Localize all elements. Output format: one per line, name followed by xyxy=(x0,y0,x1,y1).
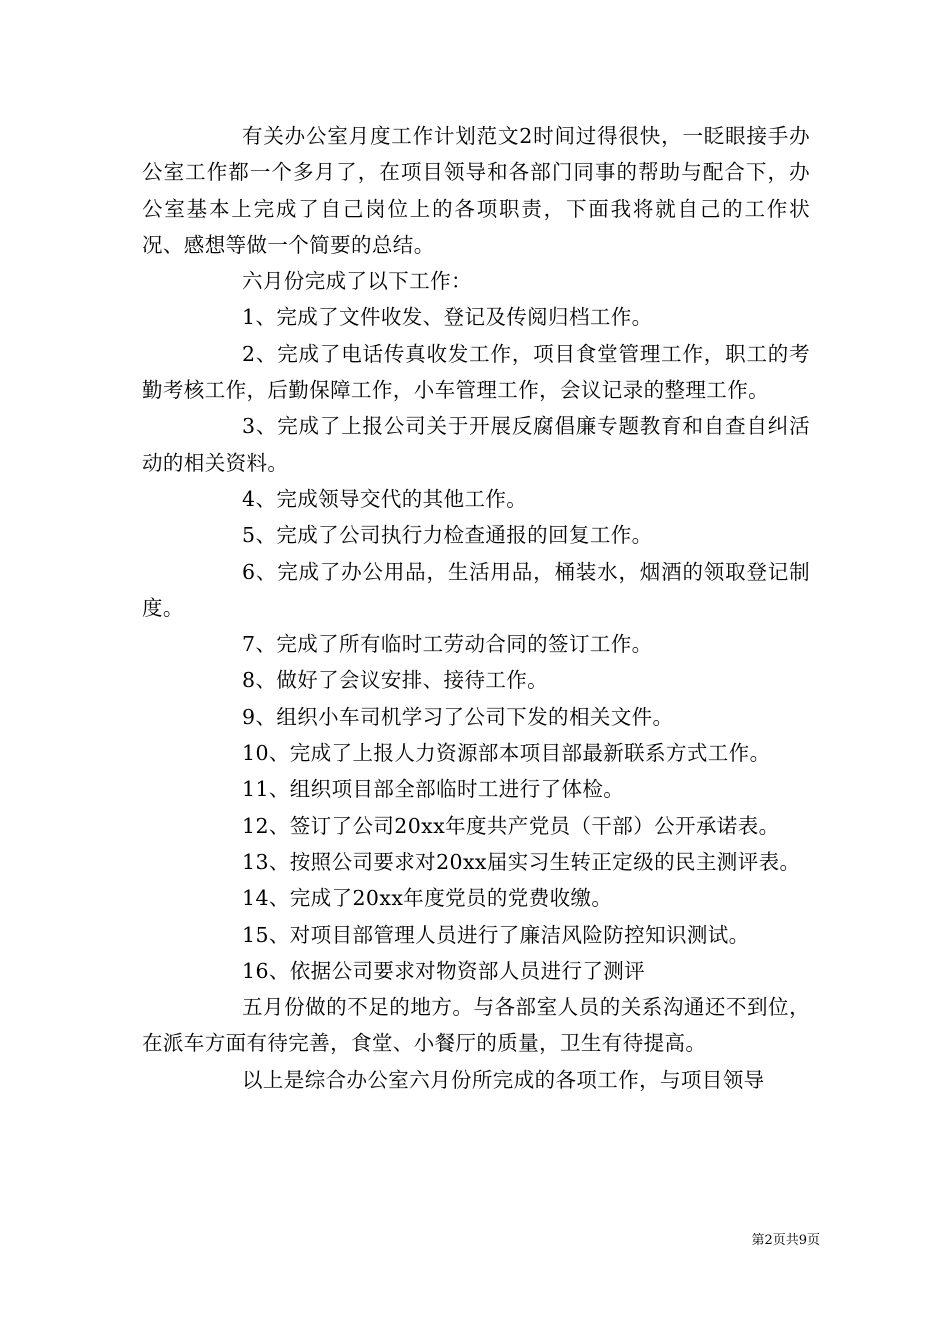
document-body xyxy=(142,118,810,1098)
list-item: 15、对项目部管理人员进行了廉洁风险防控知识测试。 xyxy=(242,922,750,947)
list-item: 8、做好了会议安排、接待工作。 xyxy=(242,668,549,693)
list-item: 10、完成了上报人力资源部本项目部最新联系方式工作。 xyxy=(242,741,771,766)
paragraph-shortcomings: 五月份做的不足的地方。与各部室人员的关系沟通还不到位，在派车方面有待完善，食堂、小餐厅的质量，卫生有待提高。 xyxy=(142,995,810,1056)
list-item: 12、签订了公司20xx年度共产党员（干部）公开承诺表。 xyxy=(242,813,780,838)
list-item: 13、按照公司要求对20xx届实习生转正定级的民主测评表。 xyxy=(242,849,801,874)
list-item: 6、完成了办公用品，生活用品，桶装水，烟酒的领取登记制度。 xyxy=(142,559,810,620)
list-item: 9、组织小车司机学习了公司下发的相关文件。 xyxy=(242,704,674,729)
list-item: 2、完成了电话传真收发工作，项目食堂管理工作，职工的考勤考核工作，后勤保障工作，小车管理工作，会议记录的整理工作。 xyxy=(142,341,810,403)
list-item: 1、完成了文件收发、登记及传阅归档工作。 xyxy=(242,305,653,330)
list-item: 14、完成了20xx年度党员的党费收缴。 xyxy=(242,886,613,911)
list-item: 3、完成了上报公司关于开展反腐倡廉专题教育和自查自纠活动的相关资料。 xyxy=(142,414,810,475)
list-item: 5、完成了公司执行力检查通报的回复工作。 xyxy=(242,523,653,548)
page-number: 第2页共9页 xyxy=(751,1233,820,1248)
paragraph-summary: 以上是综合办公室六月份所完成的各项工作，与项目领导 xyxy=(242,1067,765,1092)
paragraph-intro: 有关办公室月度工作计划范文2时间过得很快，一眨眼接手办公室工作都一个多月了，在项目领导和各部门同事的帮助与配合下，办公室基本上完成了自己岗位上的各项职责，下面我将就自己的工作状况、感想等做一个简要的总结。 xyxy=(142,124,810,257)
list-item: 16、依据公司要求对物资部人员进行了测评 xyxy=(242,958,646,983)
list-item: 11、组织项目部全部临时工进行了体检。 xyxy=(242,777,625,802)
list-item: 7、完成了所有临时工劳动合同的签订工作。 xyxy=(242,632,653,657)
list-item: 4、完成领导交代的其他工作。 xyxy=(242,486,528,511)
paragraph-june-heading: 六月份完成了以下工作： xyxy=(242,269,472,294)
